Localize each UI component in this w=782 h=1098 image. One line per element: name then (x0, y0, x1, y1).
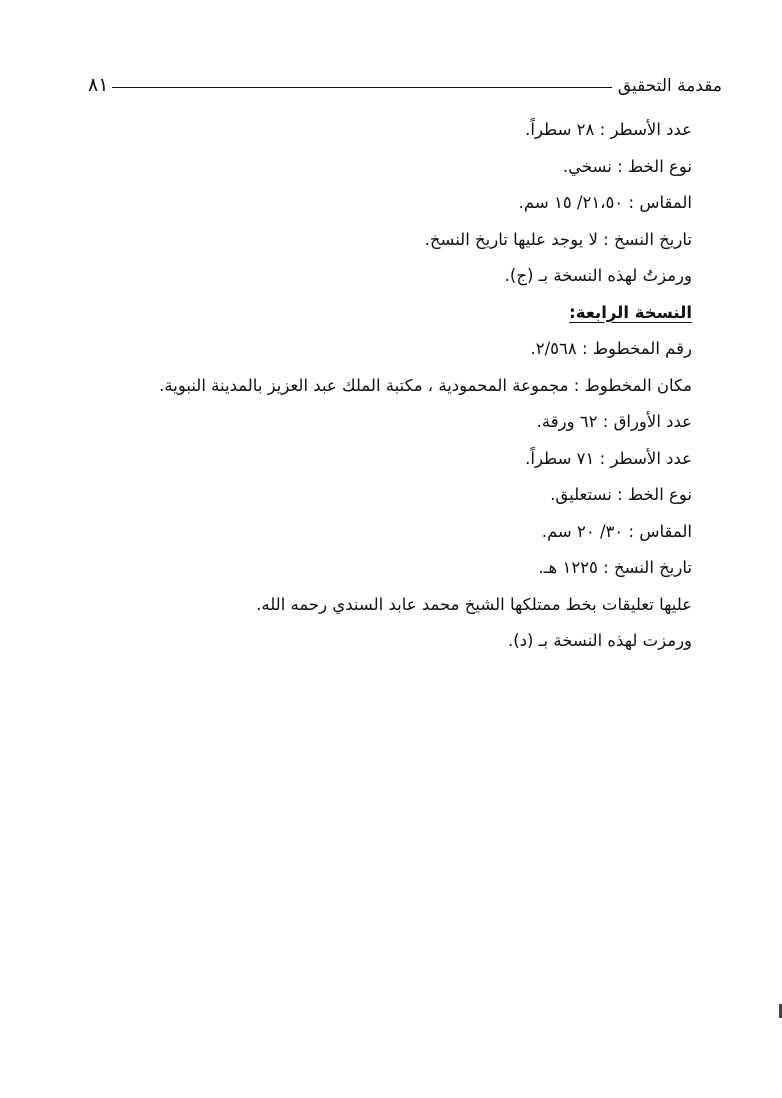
text-line: عليها تعليقات بخط ممتلكها الشيخ محمد عابد السندي رحمه الله. (256, 594, 692, 614)
page-number: ٨١ (88, 74, 109, 96)
text-line: المقاس : ٢١،٥٠/ ١٥ سم. (518, 193, 692, 212)
section-heading: النسخة الرابعة: (569, 302, 692, 322)
text-line: ورمزتُ لهذه النسخة بـ (ج). (504, 266, 692, 285)
page-body (92, 112, 692, 660)
text-line: ورمزت لهذه النسخة بـ (د). (507, 631, 692, 650)
running-title: مقدمة التحقيق (617, 76, 722, 96)
text-line: مكان المخطوط : مجموعة المحمودية ، مكتبة الملك عبد العزيز بالمدينة النبوية. (159, 375, 692, 395)
text-line: نوع الخط : نسخي. (562, 156, 692, 176)
text-line: المقاس : ٣٠/ ٢٠ سم. (541, 521, 692, 541)
text-line: تاريخ النسخ : لا يوجد عليها تاريخ النسخ. (424, 229, 692, 249)
text-line: تاريخ النسخ : ١٢٢٥ هـ. (538, 558, 692, 577)
text-line: عدد الأسطر : ٢٨ سطراً. (525, 120, 692, 139)
text-line: رقم المخطوط : ٢/٥٦٨. (530, 339, 692, 358)
text-line: نوع الخط : نستعليق. (550, 485, 692, 504)
text-line: عدد الأسطر : ٧١ سطراً. (525, 448, 692, 468)
text-line: عدد الأوراق : ٦٢ ورقة. (536, 412, 692, 431)
header-rule (112, 87, 611, 88)
running-header (88, 60, 722, 96)
